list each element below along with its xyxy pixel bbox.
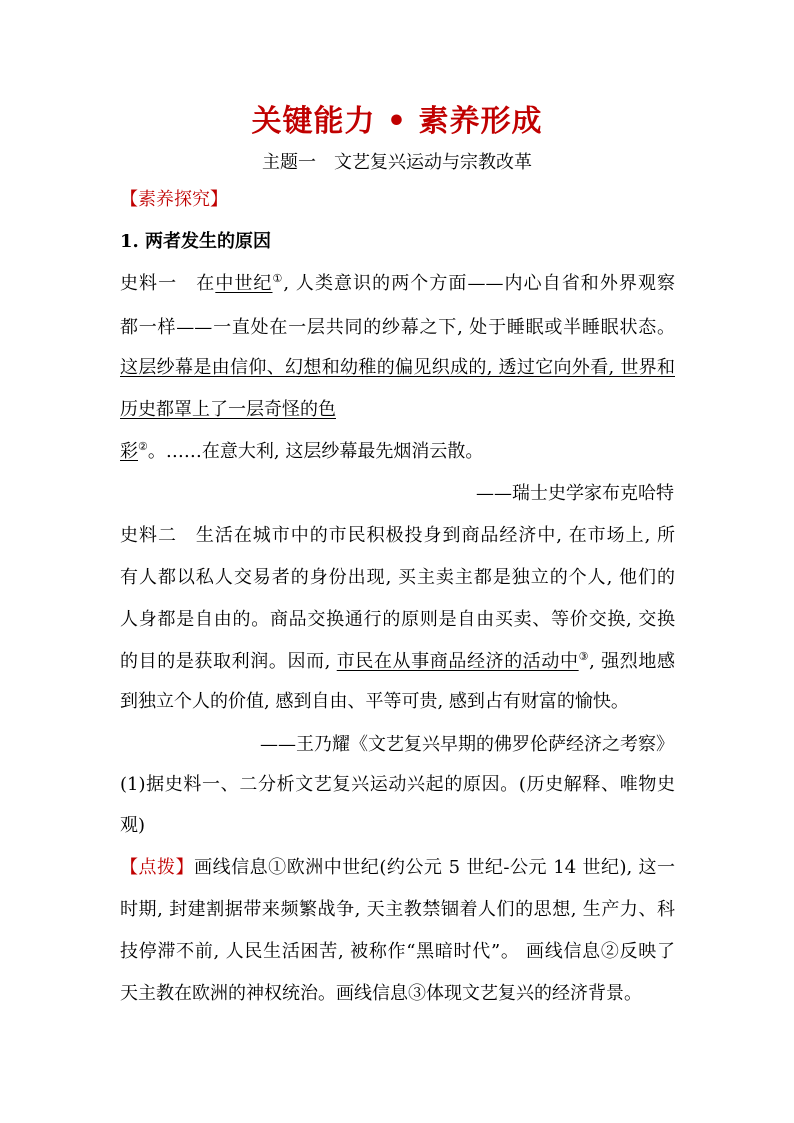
note-mark-1: ① — [272, 272, 284, 285]
underline-citizens: 市民在从事商品经济的活动中 — [336, 651, 579, 672]
note-mark-3: ③ — [578, 650, 590, 663]
heading-causes: 1. 两者发生的原因 — [120, 231, 272, 252]
source2-label: 史料二 — [120, 525, 196, 546]
note-mark-2: ② — [138, 440, 148, 453]
section-tag: 【素养探究】 — [120, 189, 228, 210]
question-line1: (1)据史料一、二分析文艺复兴运动兴起的原因。(历史解释、唯物史 — [120, 774, 675, 795]
source2-line2: 有人都以私人交易者的身份出现, 买主卖主都是独立的个人, 他们的 — [120, 567, 675, 588]
question-line2: 观) — [120, 815, 146, 836]
source1-line5: 彩②。……在意大利, 这层纱幕最先烟消云散。 — [120, 440, 484, 462]
source2-line4: 的目的是获取利润。因而, 市民在从事商品经济的活动中③, 强烈地感 — [120, 650, 675, 672]
hint-line3: 技停滞不前, 人民生活困苦, 被称作“黑暗时代”。 画线信息②反映了 — [120, 941, 675, 962]
source2-line1: 史料二 生活在城市中的市民积极投身到商品经济中, 在市场上, 所 — [120, 525, 676, 546]
source1-label: 史料一 — [120, 273, 197, 294]
page-subtitle: 主题一 文艺复兴运动与宗教改革 — [262, 152, 532, 173]
page-title: 关键能力 • 素养形成 — [251, 104, 543, 139]
hint-tag: 【点拨】 — [120, 857, 195, 878]
source1-line2: 都一样——一直处在一层共同的纱幕之下, 处于睡眠或半睡眠状态。 — [120, 317, 675, 338]
source2-line3: 人身都是自由的。商品交换通行的原则是自由买卖、等价交换, 交换 — [120, 609, 675, 630]
hint-line2: 时期, 封建割据带来频繁战争, 天主教禁锢着人们的思想, 生产力、科 — [120, 899, 675, 920]
source1-line4: 历史都罩上了一层奇怪的色 — [120, 399, 336, 420]
source2-attribution: ——王乃耀《文艺复兴早期的佛罗伦萨经济之考察》 — [260, 734, 674, 755]
source1-line3: 这层纱幕是由信仰、幻想和幼稚的偏见织成的, 透过它向外看, 世界和 — [120, 357, 675, 378]
source1-line1: 史料一 在中世纪①, 人类意识的两个方面——内心自省和外界观察 — [120, 272, 675, 294]
underline-middle-ages: 中世纪 — [215, 273, 273, 294]
source2-line5: 到独立个人的价值, 感到自由、平等可贵, 感到占有财富的愉快。 — [120, 691, 629, 712]
hint-line1: 【点拨】画线信息①欧洲中世纪(约公元 5 世纪-公元 14 世纪), 这一 — [120, 857, 676, 878]
hint-line4: 天主教在欧洲的神权统治。画线信息③体现文艺复兴的经济背景。 — [120, 983, 642, 1004]
source1-attribution: ——瑞士史学家布克哈特 — [476, 483, 674, 504]
